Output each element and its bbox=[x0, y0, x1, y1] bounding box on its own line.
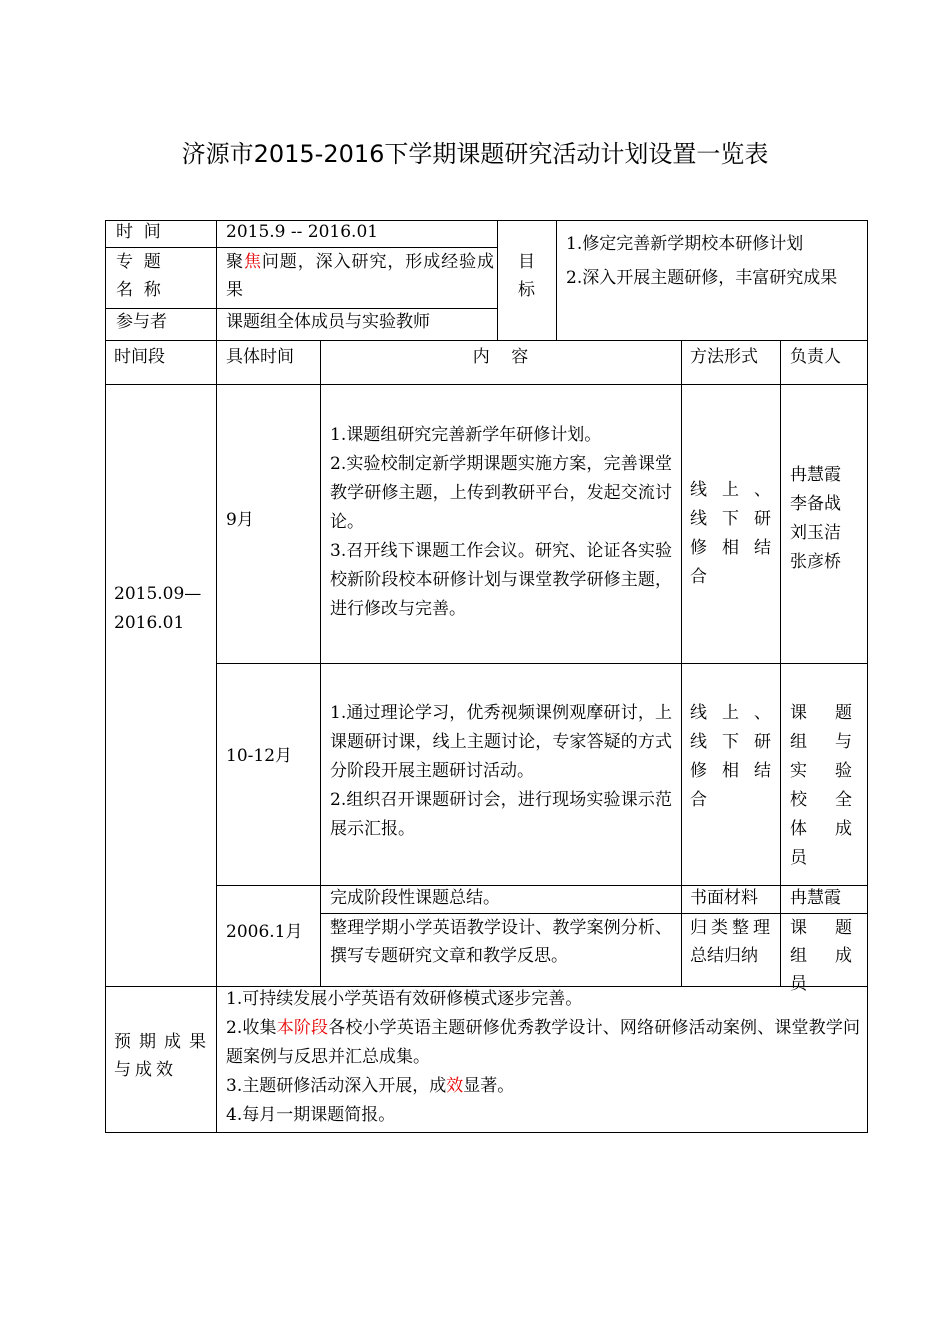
row-owner: 课题组成员 bbox=[790, 918, 860, 994]
participants-label: 参与者 bbox=[116, 312, 167, 332]
row-content: 整理学期小学英语教学设计、教学案例分析、撰写专题研究文章和教学反思。 bbox=[330, 918, 672, 966]
row-content bbox=[330, 699, 672, 844]
outcome-item: 2.收集本阶段各校小学英语主题研修优秀教学设计、网络研修活动案例、课堂教学问题案例与反思并汇总成集。 bbox=[226, 1018, 860, 1067]
row-owners: 课题组与实验校全体成员 bbox=[790, 703, 860, 868]
row-method: 归类整理总结归纳 bbox=[690, 918, 770, 966]
content-line: 1.课题组研究完善新学年研修计划。 bbox=[330, 425, 602, 445]
time-label: 时 间 bbox=[116, 222, 161, 242]
owner-name: 张彦桥 bbox=[790, 552, 841, 572]
column-header-period: 时间段 bbox=[114, 347, 165, 367]
row-owners bbox=[790, 461, 841, 577]
outcomes-list bbox=[226, 985, 860, 1130]
owner-name: 刘玉洁 bbox=[790, 523, 841, 543]
rule bbox=[216, 220, 217, 1133]
column-header-method: 方法形式 bbox=[690, 347, 758, 367]
outcome-item: 4.每月一期课题简报。 bbox=[226, 1105, 396, 1125]
row-time: 10-12月 bbox=[226, 746, 293, 766]
topic-label-1: 专 题 bbox=[116, 252, 161, 272]
rule bbox=[216, 663, 868, 664]
column-header-content: 内 容 bbox=[472, 347, 529, 367]
content-line: 1.通过理论学习，优秀视频课例观摩研讨，上课题研讨课，线上主题讨论，专家答疑的方式分阶段开展主题研讨活动。 bbox=[330, 703, 672, 781]
goal-item: 1.修定完善新学期校本研修计划 bbox=[566, 234, 804, 254]
period-cell: 2015.09—2016.01 bbox=[114, 584, 202, 633]
rule bbox=[320, 340, 321, 987]
content-line: 2.实验校制定新学期课题实施方案，完善课堂教学研修主题，上传到教研平台，发起交流讨论。 bbox=[330, 454, 672, 532]
page-title: 济源市2015-2016下学期课题研究活动计划设置一览表 bbox=[181, 140, 769, 168]
goal-item: 2.深入开展主题研修，丰富研究成果 bbox=[566, 268, 838, 288]
table-border-right bbox=[867, 220, 868, 1133]
table-border-left bbox=[105, 220, 106, 1133]
owner-name: 李备战 bbox=[790, 494, 841, 514]
content-line: 3.召开线下课题工作会议。研究、论证各实验校新阶段校本研修计划与课堂教学研修主题，进行修改与完善。 bbox=[330, 541, 672, 619]
goal-label-1: 目 bbox=[518, 252, 535, 272]
table-border-bottom bbox=[105, 1132, 868, 1133]
outcomes-label: 预期成果与成效 bbox=[114, 1032, 210, 1080]
row-method: 线上、线下研修相结合 bbox=[690, 703, 776, 810]
rule bbox=[216, 885, 868, 886]
outcome-item: 1.可持续发展小学英语有效研修模式逐步完善。 bbox=[226, 989, 583, 1009]
rule bbox=[780, 340, 781, 987]
column-header-owner: 负责人 bbox=[790, 347, 841, 367]
time-value: 2015.9 -- 2016.01 bbox=[226, 222, 379, 242]
content-line: 2.组织召开课题研讨会，进行现场实验课示范展示汇报。 bbox=[330, 790, 672, 839]
row-method: 线上、线下研修相结合 bbox=[690, 480, 776, 587]
participants-value: 课题组全体成员与实验教师 bbox=[226, 312, 430, 332]
row-content: 完成阶段性课题总结。 bbox=[330, 888, 500, 908]
rule bbox=[556, 220, 557, 341]
rule bbox=[105, 384, 868, 385]
goal-label-2: 标 bbox=[518, 280, 535, 300]
topic-label-2: 名 称 bbox=[116, 280, 161, 300]
rule bbox=[681, 340, 682, 987]
row-time: 9月 bbox=[226, 510, 254, 530]
row-time: 2006.1月 bbox=[226, 922, 303, 942]
table-border-top bbox=[105, 220, 868, 221]
owner-name: 冉慧霞 bbox=[790, 465, 841, 485]
rule bbox=[497, 220, 498, 341]
outcome-item: 3.主题研修活动深入开展，成效显著。 bbox=[226, 1076, 515, 1096]
column-header-time: 具体时间 bbox=[226, 347, 294, 367]
row-content bbox=[330, 421, 672, 624]
rule bbox=[105, 340, 868, 341]
topic-value: 聚焦问题，深入研究，形成经验成果 bbox=[226, 252, 495, 300]
row-method: 书面材料 bbox=[690, 888, 758, 908]
row-owner: 冉慧霞 bbox=[790, 888, 841, 908]
